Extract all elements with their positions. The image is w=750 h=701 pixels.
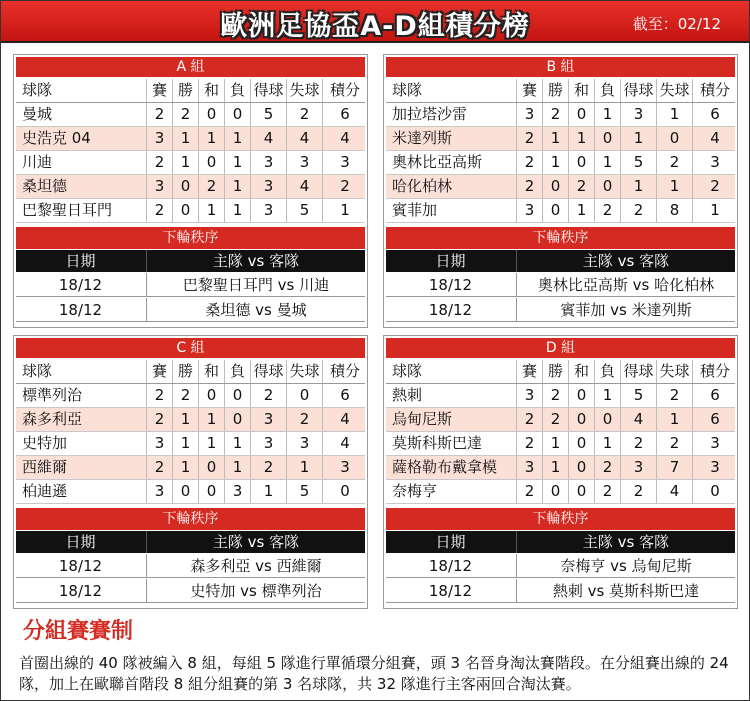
schedule-match-header: 主隊 vs 客隊	[146, 531, 365, 553]
stat-cell: 2	[172, 384, 198, 407]
stat-cell: 5	[286, 199, 322, 222]
stat-cell: 8	[656, 199, 692, 222]
stat-cell: 0	[172, 175, 198, 198]
fixture-row	[386, 554, 735, 578]
stat-cell: 2	[568, 175, 594, 198]
stat-cell: 1	[594, 151, 620, 174]
column-header: 得球	[250, 360, 286, 383]
fixture-date: 18/12	[58, 557, 103, 575]
stat-cell: 2	[692, 175, 737, 198]
stat-cell: 3	[692, 432, 737, 455]
team-name: 熱刺	[392, 386, 423, 404]
stat-cell: 3	[146, 480, 172, 503]
stat-cell: 1	[286, 456, 322, 479]
stat-cell: 1	[198, 408, 224, 431]
schedule-date-header: 日期	[65, 252, 96, 270]
stat-cell: 5	[620, 384, 656, 407]
table-row	[386, 103, 735, 127]
stat-cell: 2	[172, 103, 198, 126]
team-name: 柏迪遜	[22, 482, 68, 500]
fixture-match: 森多利亞 vs 西維爾	[146, 554, 365, 578]
stat-cell: 1	[542, 127, 568, 150]
stat-cell: 2	[656, 432, 692, 455]
stat-cell: 4	[286, 127, 322, 150]
stat-cell: 1	[172, 432, 198, 455]
stat-cell: 0	[656, 127, 692, 150]
stat-cell: 3	[322, 456, 367, 479]
stat-cell: 3	[250, 432, 286, 455]
stat-cell: 4	[286, 175, 322, 198]
stat-cell: 4	[322, 432, 367, 455]
column-header: 積分	[692, 79, 737, 102]
team-name: 奧林比亞高斯	[392, 153, 483, 171]
column-header: 負	[594, 79, 620, 102]
column-header: 賽	[146, 79, 172, 102]
stat-cell: 2	[656, 151, 692, 174]
team-name: 川迪	[22, 153, 53, 171]
stat-cell: 0	[542, 480, 568, 503]
column-header: 和	[198, 360, 224, 383]
stat-cell: 3	[146, 432, 172, 455]
table-header-row	[386, 360, 735, 384]
fixture-match: 巴黎聖日耳門 vs 川迪	[146, 273, 365, 297]
schedule-match-header: 主隊 vs 客隊	[146, 250, 365, 272]
column-header: 失球	[286, 360, 322, 383]
format-title: 分組賽賽制	[23, 619, 134, 644]
fixture-match: 桑坦德 vs 曼城	[146, 298, 365, 322]
stat-cell: 3	[516, 199, 542, 222]
stat-cell: 2	[146, 151, 172, 174]
stat-cell: 4	[250, 127, 286, 150]
table-row	[16, 151, 365, 175]
table-row	[16, 456, 365, 480]
stat-cell: 2	[516, 127, 542, 150]
stat-cell: 1	[620, 127, 656, 150]
stat-cell: 2	[542, 408, 568, 431]
table-row	[386, 175, 735, 199]
stat-cell: 4	[322, 408, 367, 431]
stat-cell: 2	[250, 456, 286, 479]
stat-cell: 2	[620, 432, 656, 455]
column-header: 球隊	[392, 362, 423, 380]
stat-cell: 0	[198, 480, 224, 503]
stat-cell: 3	[286, 151, 322, 174]
table-header-row	[16, 79, 365, 103]
next-round-heading: 下輪秩序	[386, 227, 735, 249]
column-header: 賽	[146, 360, 172, 383]
table-row	[386, 384, 735, 408]
stat-cell: 2	[656, 384, 692, 407]
column-header: 積分	[692, 360, 737, 383]
stat-cell: 1	[224, 175, 250, 198]
schedule-match-header: 主隊 vs 客隊	[516, 250, 735, 272]
team-name: 薩格勒布戴拿模	[392, 458, 498, 476]
group-panel-b	[383, 54, 738, 328]
stat-cell: 0	[692, 480, 737, 503]
team-name: 烏甸尼斯	[392, 410, 453, 428]
fixture-row	[386, 298, 735, 322]
page-title: 歐洲足協盃A-D組積分榜	[220, 11, 530, 42]
stat-cell: 1	[620, 175, 656, 198]
column-header: 球隊	[392, 81, 423, 99]
fixture-match: 奧林比亞高斯 vs 哈化柏林	[516, 273, 735, 297]
group-title: D 組	[386, 338, 735, 358]
as-of-date: 截至：02/12	[632, 15, 721, 33]
title-bar	[1, 1, 749, 43]
table-row	[386, 408, 735, 432]
stat-cell: 0	[198, 151, 224, 174]
team-name: 奈梅亨	[392, 482, 438, 500]
stat-cell: 0	[322, 480, 367, 503]
stat-cell: 2	[516, 432, 542, 455]
column-header: 和	[568, 79, 594, 102]
table-row	[386, 456, 735, 480]
team-name: 賓菲加	[392, 201, 438, 219]
stat-cell: 2	[594, 199, 620, 222]
stat-cell: 2	[322, 175, 367, 198]
stat-cell: 3	[250, 175, 286, 198]
stat-cell: 1	[224, 151, 250, 174]
format-text: 首圈出線的 40 隊被編入 8 組，每組 5 隊進行單循環分組賽，頭 3 名晉身淘汰賽階段。在分組賽出線的 24 隊，加上在歐聯首階段 8 組分組賽的第 3 名球隊，共 32 隊進行主客兩回合淘汰賽。	[19, 654, 729, 693]
schedule-header-row	[16, 250, 365, 272]
stat-cell: 2	[594, 480, 620, 503]
stat-cell: 0	[568, 408, 594, 431]
team-name: 西維爾	[22, 458, 68, 476]
next-round-heading: 下輪秩序	[386, 508, 735, 530]
stat-cell: 3	[250, 199, 286, 222]
stat-cell: 2	[146, 199, 172, 222]
column-header: 得球	[620, 360, 656, 383]
stat-cell: 0	[594, 175, 620, 198]
stat-cell: 0	[224, 408, 250, 431]
schedule-header-row	[16, 531, 365, 553]
schedule-header-row	[386, 250, 735, 272]
stat-cell: 0	[542, 199, 568, 222]
stat-cell: 0	[568, 384, 594, 407]
stat-cell: 0	[568, 432, 594, 455]
team-name: 加拉塔沙雷	[392, 105, 468, 123]
column-header: 勝	[542, 360, 568, 383]
stat-cell: 1	[198, 127, 224, 150]
column-header: 失球	[656, 79, 692, 102]
stat-cell: 1	[322, 199, 367, 222]
stat-cell: 4	[692, 127, 737, 150]
stat-cell: 6	[692, 103, 737, 126]
column-header: 賽	[516, 79, 542, 102]
stat-cell: 5	[286, 480, 322, 503]
team-name: 哈化柏林	[392, 177, 453, 195]
stat-cell: 6	[322, 103, 367, 126]
fixture-date: 18/12	[428, 276, 473, 294]
fixture-date: 18/12	[58, 301, 103, 319]
stat-cell: 2	[620, 480, 656, 503]
column-header: 勝	[172, 79, 198, 102]
team-name: 米達列斯	[392, 129, 453, 147]
schedule-header-row	[386, 531, 735, 553]
stat-cell: 0	[568, 480, 594, 503]
stat-cell: 6	[322, 384, 367, 407]
stat-cell: 0	[224, 384, 250, 407]
table-header-row	[16, 360, 365, 384]
stat-cell: 5	[250, 103, 286, 126]
column-header: 和	[568, 360, 594, 383]
stat-cell: 0	[172, 480, 198, 503]
stat-cell: 1	[198, 432, 224, 455]
column-header: 負	[224, 360, 250, 383]
stat-cell: 3	[516, 384, 542, 407]
schedule-match-header: 主隊 vs 客隊	[516, 531, 735, 553]
stat-cell: 0	[568, 456, 594, 479]
column-header: 積分	[322, 360, 367, 383]
table-row	[16, 199, 365, 223]
stat-cell: 1	[568, 127, 594, 150]
fixture-date: 18/12	[428, 582, 473, 600]
stat-cell: 1	[172, 408, 198, 431]
stat-cell: 1	[224, 199, 250, 222]
stat-cell: 4	[322, 127, 367, 150]
group-panel-a	[13, 54, 368, 328]
stat-cell: 1	[594, 384, 620, 407]
stat-cell: 2	[146, 384, 172, 407]
stat-cell: 0	[568, 103, 594, 126]
table-row	[16, 408, 365, 432]
table-row	[386, 480, 735, 504]
stat-cell: 1	[594, 432, 620, 455]
stat-cell: 3	[286, 432, 322, 455]
stat-cell: 0	[594, 408, 620, 431]
fixture-date: 18/12	[428, 557, 473, 575]
table-row	[386, 151, 735, 175]
team-name: 森多利亞	[22, 410, 83, 428]
stat-cell: 2	[146, 408, 172, 431]
team-name: 標準列治	[22, 386, 83, 404]
stat-cell: 1	[568, 199, 594, 222]
stat-cell: 1	[542, 432, 568, 455]
stat-cell: 2	[516, 151, 542, 174]
stat-cell: 2	[286, 408, 322, 431]
table-row	[386, 127, 735, 151]
stat-cell: 2	[620, 199, 656, 222]
stat-cell: 2	[542, 384, 568, 407]
column-header: 得球	[250, 79, 286, 102]
fixture-row	[16, 273, 365, 297]
stat-cell: 2	[146, 103, 172, 126]
stat-cell: 3	[224, 480, 250, 503]
fixture-match: 熱刺 vs 莫斯科斯巴達	[516, 579, 735, 603]
stat-cell: 2	[146, 456, 172, 479]
team-name: 莫斯科斯巴達	[392, 434, 483, 452]
column-header: 球隊	[22, 81, 53, 99]
fixture-row	[386, 579, 735, 603]
stat-cell: 1	[656, 408, 692, 431]
fixture-date: 18/12	[58, 582, 103, 600]
column-header: 勝	[172, 360, 198, 383]
schedule-date-header: 日期	[435, 533, 466, 551]
column-header: 球隊	[22, 362, 53, 380]
table-row	[16, 103, 365, 127]
stat-cell: 1	[656, 175, 692, 198]
column-header: 負	[594, 360, 620, 383]
stat-cell: 1	[224, 456, 250, 479]
stat-cell: 2	[198, 175, 224, 198]
team-name: 史特加	[22, 434, 68, 452]
table-row	[386, 199, 735, 223]
stat-cell: 0	[224, 103, 250, 126]
next-round-heading: 下輪秩序	[16, 227, 365, 249]
table-header-row	[386, 79, 735, 103]
team-name: 史浩克 04	[22, 129, 91, 147]
column-header: 失球	[286, 79, 322, 102]
column-header: 賽	[516, 360, 542, 383]
stat-cell: 0	[594, 127, 620, 150]
stat-cell: 4	[620, 408, 656, 431]
stat-cell: 7	[656, 456, 692, 479]
stat-cell: 1	[172, 127, 198, 150]
stat-cell: 1	[656, 103, 692, 126]
column-header: 勝	[542, 79, 568, 102]
table-row	[16, 384, 365, 408]
group-title: B 組	[386, 57, 735, 77]
stat-cell: 2	[594, 456, 620, 479]
stat-cell: 3	[250, 151, 286, 174]
stat-cell: 2	[250, 384, 286, 407]
stat-cell: 1	[250, 480, 286, 503]
fixture-row	[16, 554, 365, 578]
schedule-date-header: 日期	[65, 533, 96, 551]
team-name: 桑坦德	[22, 177, 68, 195]
table-row	[386, 432, 735, 456]
stat-cell: 0	[568, 151, 594, 174]
stat-cell: 3	[146, 175, 172, 198]
group-title: A 組	[16, 57, 365, 77]
stat-cell: 1	[224, 127, 250, 150]
stat-cell: 3	[692, 151, 737, 174]
stat-cell: 5	[620, 151, 656, 174]
stat-cell: 0	[198, 384, 224, 407]
team-name: 巴黎聖日耳門	[22, 201, 113, 219]
group-panel-c	[13, 335, 368, 609]
stat-cell: 0	[172, 199, 198, 222]
stat-cell: 0	[542, 175, 568, 198]
fixture-match: 奈梅亨 vs 烏甸尼斯	[516, 554, 735, 578]
fixture-match: 賓菲加 vs 米達列斯	[516, 298, 735, 322]
stat-cell: 3	[250, 408, 286, 431]
stat-cell: 6	[692, 384, 737, 407]
stat-cell: 4	[656, 480, 692, 503]
table-row	[16, 432, 365, 456]
group-title: C 組	[16, 338, 365, 358]
fixture-date: 18/12	[58, 276, 103, 294]
stat-cell: 2	[516, 175, 542, 198]
stat-cell: 3	[516, 103, 542, 126]
next-round-heading: 下輪秩序	[16, 508, 365, 530]
stat-cell: 3	[692, 456, 737, 479]
stat-cell: 2	[286, 103, 322, 126]
stat-cell: 3	[620, 456, 656, 479]
stat-cell: 1	[198, 199, 224, 222]
stat-cell: 1	[172, 151, 198, 174]
stat-cell: 0	[198, 103, 224, 126]
stat-cell: 1	[542, 151, 568, 174]
stat-cell: 1	[594, 103, 620, 126]
column-header: 負	[224, 79, 250, 102]
stat-cell: 0	[198, 456, 224, 479]
stat-cell: 3	[516, 456, 542, 479]
column-header: 失球	[656, 360, 692, 383]
schedule-date-header: 日期	[435, 252, 466, 270]
stat-cell: 6	[692, 408, 737, 431]
fixture-row	[16, 298, 365, 322]
stat-cell: 0	[286, 384, 322, 407]
stat-cell: 3	[146, 127, 172, 150]
team-name: 曼城	[22, 105, 53, 123]
table-row	[16, 127, 365, 151]
stat-cell: 1	[172, 456, 198, 479]
fixture-match: 史特加 vs 標準列治	[146, 579, 365, 603]
column-header: 和	[198, 79, 224, 102]
stat-cell: 2	[516, 408, 542, 431]
stat-cell: 3	[322, 151, 367, 174]
stat-cell: 1	[224, 432, 250, 455]
column-header: 得球	[620, 79, 656, 102]
stat-cell: 3	[620, 103, 656, 126]
stat-cell: 2	[516, 480, 542, 503]
fixture-row	[16, 579, 365, 603]
stat-cell: 2	[542, 103, 568, 126]
table-row	[16, 480, 365, 504]
column-header: 積分	[322, 79, 367, 102]
fixture-row	[386, 273, 735, 297]
group-panel-d	[383, 335, 738, 609]
fixture-date: 18/12	[428, 301, 473, 319]
table-row	[16, 175, 365, 199]
stat-cell: 1	[542, 456, 568, 479]
stat-cell: 1	[692, 199, 737, 222]
